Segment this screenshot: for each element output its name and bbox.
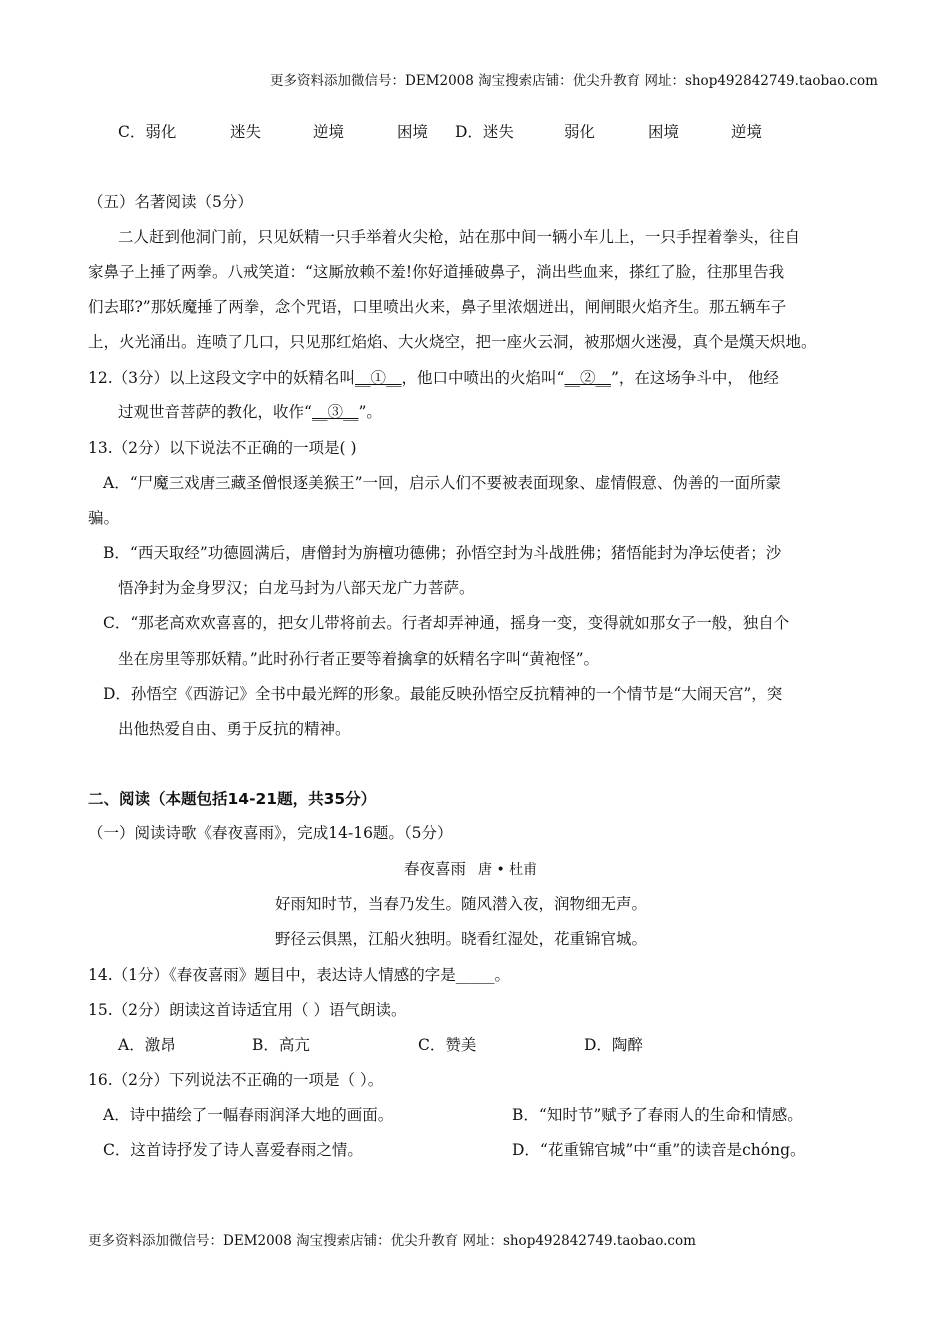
q12-mid-1: ，他口中喷出的火焰叫“: [401, 369, 565, 387]
section5-title: （五）名著阅读（5分）: [88, 193, 253, 211]
q15-option-a: A．激昂: [118, 1036, 176, 1054]
passage-line-2: 家鼻子上捶了两拳。八戒笑道：“这厮放赖不羞!你好道捶破鼻子，淌出些血来，搽红了脸，往那里告我: [88, 263, 785, 281]
q13-option-c-2: 坐在房里等那妖精。”此时孙行者正要等着擒拿的妖精名字叫“黄袍怪”。: [118, 650, 600, 668]
q16-option-c: C．这首诗抒发了诗人喜爱春雨之情。: [103, 1141, 363, 1159]
poem-line-2: 野径云俱黑，江船火独明。晓看红湿处，花重锦官城。: [275, 930, 648, 948]
q15-option-b: B．高亢: [252, 1036, 310, 1054]
poem-author: 唐 • 杜甫: [478, 862, 538, 878]
q16-option-b: B．“知时节”赋予了春雨人的生命和情感。: [512, 1106, 803, 1124]
option-d-1: D．迷失: [455, 123, 514, 141]
q12-blank-2[interactable]: __②__: [564, 369, 611, 387]
passage-line-1: 二人赶到他洞门前，只见妖精一只手举着火尖枪，站在那中间一辆小车儿上，一只手捏着拳头，往自: [118, 228, 801, 246]
page-header: 更多资料添加微信号：DEM2008 淘宝搜索店铺：优尖升教育 网址：shop492842749.taobao.com: [270, 73, 878, 89]
question-15-stem: 15.（2分）朗读这首诗适宜用（ ）语气朗读。: [88, 1001, 407, 1019]
q12-line2-suffix: ”。: [358, 403, 382, 421]
q13-option-b-1: B．“西天取经”功德圆满后，唐僧封为旃檀功德佛；孙悟空封为斗战胜佛；猪悟能封为净坛使者；沙: [103, 544, 782, 562]
option-d-2: 弱化: [564, 123, 596, 141]
option-c-2: 迷失: [230, 123, 262, 141]
q12-blank-3[interactable]: __③__: [311, 403, 359, 421]
page-footer: 更多资料添加微信号：DEM2008 淘宝搜索店铺：优尖升教育 网址：shop492842749.taobao.com: [88, 1233, 696, 1249]
q12-mid-2: ”，在这场争斗中， 他经: [610, 369, 779, 387]
q15-option-d: D．陶醉: [584, 1036, 643, 1054]
question-14: 14.（1分）《春夜喜雨》题目中，表达诗人情感的字是_____。: [88, 966, 511, 984]
q13-option-d-2: 出他热爱自由、勇于反抗的精神。: [118, 720, 351, 738]
option-c-4: 困境: [397, 123, 429, 141]
option-c-3: 逆境: [313, 123, 345, 141]
poem-line-1: 好雨知时节，当春乃发生。随风潜入夜，润物细无声。: [275, 895, 648, 913]
passage-line-4: 上，火光涌出。连喷了几口，只见那红焰焰、大火烧空，把一座火云洞，被那烟火迷漫，真个是熯天炽地。: [88, 333, 817, 351]
q16-option-d: D．“花重锦官城”中“重”的读音是chóng。: [512, 1141, 806, 1159]
question-12-line-2: [118, 401, 382, 423]
part2-title: 二、阅读（本题包括14-21题，共35分）: [88, 790, 377, 808]
question-16-stem: 16.（2分）下列说法不正确的一项是（ ）。: [88, 1071, 384, 1089]
passage-line-3: 们去耶?”那妖魔捶了两拳，念个咒语，口里喷出火来，鼻子里浓烟迸出，闸闸眼火焰齐生。那五辆车子: [88, 298, 787, 316]
poem-heading: [404, 858, 537, 881]
part2-sub1: （一）阅读诗歌《春夜喜雨》，完成14-16题。（5分）: [88, 824, 453, 842]
q16-option-a: A．诗中描绘了一幅春雨润泽大地的画面。: [103, 1106, 394, 1124]
option-c-1: C．弱化: [118, 123, 177, 141]
q15-option-c: C．赞美: [418, 1036, 477, 1054]
poem-title: 春夜喜雨: [404, 860, 467, 878]
option-d-3: 困境: [648, 123, 680, 141]
q13-option-a-1: A．“尸魔三戏唐三藏圣僧恨逐美猴王”一回，启示人们不要被表面现象、虚情假意、伪善的一面所蒙: [103, 474, 782, 492]
question-13-stem: 13.（2分）以下说法不正确的一项是( ): [88, 439, 357, 457]
option-d-4: 逆境: [731, 123, 763, 141]
q12-line2-prefix: 过观世音菩萨的教化，收作“: [118, 403, 312, 421]
q13-option-a-2: 骗。: [88, 509, 120, 527]
question-12: [88, 367, 779, 389]
q13-option-b-2: 悟净封为金身罗汉；白龙马封为八部天龙广力菩萨。: [118, 579, 475, 597]
q12-prefix: 12.（3分）以上这段文字中的妖精名叫: [88, 369, 356, 387]
q13-option-d-1: D．孙悟空《西游记》全书中最光辉的形象。最能反映孙悟空反抗精神的一个情节是“大闹天宫”，突: [103, 685, 783, 703]
q12-blank-1[interactable]: __①__: [355, 369, 402, 387]
q13-option-c-1: C．“那老高欢欢喜喜的，把女儿带将前去。行者却弄神通，摇身一变，变得就如那女子一般，独自个: [103, 614, 790, 632]
